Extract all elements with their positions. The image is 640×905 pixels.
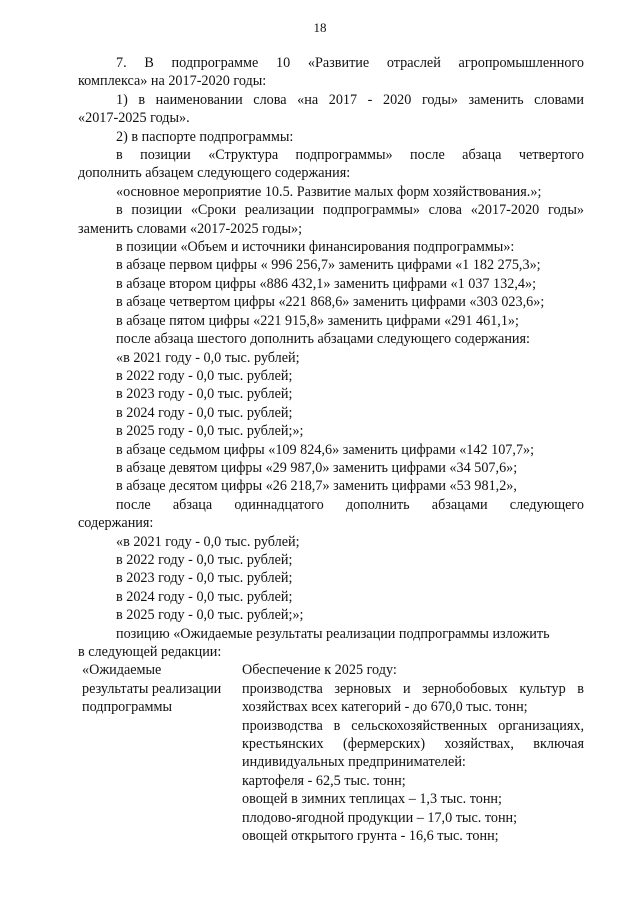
paragraph-line: дополнить абзацем следующего содержания: [78, 165, 351, 182]
paragraph-line: «в 2021 году - 0,0 тыс. рублей; [116, 349, 300, 366]
paragraph-line: в 2023 году - 0,0 тыс. рублей; [116, 570, 293, 587]
paragraph-line: содержания: [78, 515, 154, 532]
paragraph-line: «в 2021 году - 0,0 тыс. рублей; [116, 533, 300, 550]
table-left-line: «Ожидаемые [82, 662, 162, 679]
expected-results-table [78, 661, 584, 845]
table-right-item: плодово-ягодной продукции – 17,0 тыс. тонн; [242, 809, 518, 826]
paragraph-line: «основное мероприятие 10.5. Развитие малых форм хозяйствования.»; [116, 183, 542, 200]
document-body [78, 54, 584, 845]
paragraph-list [78, 54, 584, 661]
paragraph-line: в абзаце четвертом цифры «221 868,6» заменить цифрами «303 023,6»; [116, 294, 545, 311]
paragraph-line: 1) в наименовании слова «на 2017 - 2020 годы» заменить словами [116, 91, 584, 108]
paragraph-line: комплекса» на 2017-2020 годы: [78, 73, 267, 90]
table-right-item: картофеля - 62,5 тыс. тонн; [242, 772, 406, 789]
paragraph-line: в позиции «Структура подпрограммы» после абзаца четвертого [116, 147, 584, 164]
paragraph-line: в следующей редакции: [78, 644, 222, 660]
paragraph-line: в абзаце пятом цифры «221 915,8» заменить цифрами «291 461,1»; [116, 312, 519, 329]
table-left-line: результаты реализации [82, 680, 222, 697]
paragraph-line: 7. В подпрограмме 10 «Развитие отраслей агропромышленного [116, 55, 584, 71]
paragraph-line: в 2025 году - 0,0 тыс. рублей;»; [116, 607, 304, 624]
paragraph-line: в 2023 году - 0,0 тыс. рублей; [116, 386, 293, 403]
table-right-item: производства зерновых и зернобобовых культур в хозяйствах всех категорий - до 670,0 тыс. тонн; [242, 680, 584, 716]
paragraph-line: в абзаце десятом цифры «26 218,7» заменить цифрами «53 981,2», [116, 478, 517, 495]
paragraph-line: в 2025 году - 0,0 тыс. рублей;»; [116, 423, 304, 440]
table-right-item: производства в сельскохозяйственных организациях, крестьянских (фермерских) хозяйствах, включая индивидуальных предпринимателей: [242, 717, 584, 771]
paragraph-line: в абзаце первом цифры « 996 256,7» заменить цифрами «1 182 275,3»; [116, 257, 541, 274]
paragraph-line: в 2024 году - 0,0 тыс. рублей; [116, 588, 293, 605]
paragraph-line: в 2024 году - 0,0 тыс. рублей; [116, 404, 293, 421]
paragraph-line: в абзаце седьмом цифры «109 824,6» заменить цифрами «142 107,7»; [116, 441, 535, 458]
table-right-item: овощей в зимних теплицах – 1,3 тыс. тонн; [242, 791, 502, 808]
paragraph-line: позицию «Ожидаемые результаты реализации подпрограммы изложить [116, 625, 550, 642]
table-left-line: подпрограммы [82, 699, 172, 716]
paragraph-line: после абзаца одиннадцатого дополнить абзацами следующего [116, 496, 584, 513]
paragraph-line: после абзаца шестого дополнить абзацами следующего содержания: [116, 331, 530, 348]
paragraph-line: в 2022 году - 0,0 тыс. рублей; [116, 367, 293, 384]
table-right-column [242, 661, 584, 845]
paragraph-line: в абзаце втором цифры «886 432,1» заменить цифрами «1 037 132,4»; [116, 275, 537, 292]
paragraph-line: в 2022 году - 0,0 тыс. рублей; [116, 551, 293, 568]
paragraph-line: в абзаце девятом цифры «29 987,0» заменить цифрами «34 507,6»; [116, 459, 518, 476]
paragraph-line: в позиции «Сроки реализации подпрограммы» слова «2017-2020 годы» [116, 202, 584, 219]
table-right-item: овощей открытого грунта - 16,6 тыс. тонн; [242, 828, 499, 845]
paragraph-line: в позиции «Объем и источники финансирования подпрограммы»: [116, 239, 515, 256]
paragraph-line: «2017-2025 годы». [78, 110, 190, 127]
table-left-column [78, 661, 242, 845]
page-number: 18 [313, 20, 327, 35]
table-right-item: Обеспечение к 2025 году: [242, 662, 397, 679]
paragraph-line: 2) в паспорте подпрограммы: [116, 128, 294, 145]
paragraph-line: заменить словами «2017-2025 годы»; [78, 220, 303, 237]
